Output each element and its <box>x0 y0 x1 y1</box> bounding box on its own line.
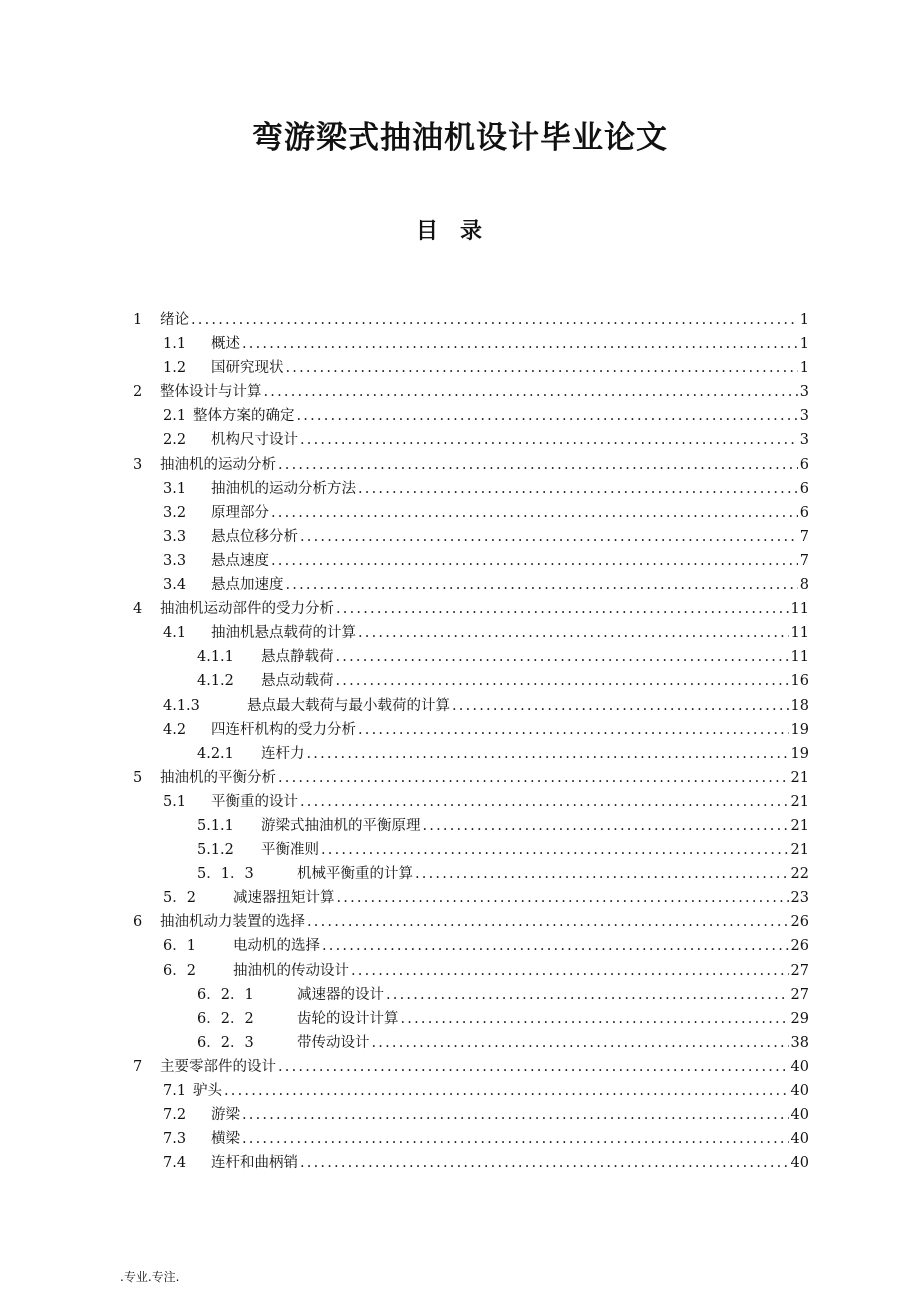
document-title: 弯游梁式抽油机设计毕业论文 <box>252 120 668 156</box>
toc-entry[interactable] <box>133 404 809 428</box>
toc-entry-page: 40 <box>790 1083 809 1099</box>
toc-entry-page: 40 <box>790 1058 809 1075</box>
toc-entry[interactable] <box>133 1103 809 1127</box>
toc-entry-title: 绪论 <box>160 312 189 328</box>
toc-entry-page: 7 <box>799 552 809 569</box>
toc-entry-number: 7.3 <box>163 1131 187 1148</box>
toc-entry-page: 18 <box>790 697 809 714</box>
toc-entry-title: 连杆力 <box>261 745 305 762</box>
toc-entry-page: 40 <box>790 1107 809 1124</box>
toc-entry-page: 1 <box>799 312 809 328</box>
dot-leader <box>358 481 798 497</box>
toc-entry-page: 6 <box>799 480 809 497</box>
dot-leader <box>271 553 798 569</box>
dot-leader <box>300 794 789 810</box>
toc-entry-number: 4.1 <box>163 625 187 642</box>
toc-entry-page: 40 <box>790 1131 809 1148</box>
toc-entry-page: 6 <box>799 456 809 473</box>
toc-entry-title: 悬点最大载荷与最小载荷的计算 <box>247 697 450 714</box>
toc-entry-number: 7 <box>133 1058 143 1075</box>
toc-entry-title: 整体设计与计算 <box>160 384 262 401</box>
toc-entry-number: 5.1.1 <box>197 817 234 834</box>
dot-leader <box>386 987 789 1003</box>
toc-entry-number: 5 <box>133 769 143 786</box>
toc-entry-title: 游梁 <box>211 1107 240 1124</box>
toc-entry-number: 5．1．3 <box>197 866 254 883</box>
dot-leader <box>307 914 789 930</box>
toc-entry-title: 国研究现状 <box>211 360 284 377</box>
dot-leader <box>286 577 798 593</box>
dot-leader <box>224 1083 789 1099</box>
dot-leader <box>336 673 789 689</box>
toc-entry-number: 7.4 <box>163 1155 187 1172</box>
dot-leader <box>415 866 789 882</box>
toc-entry-title: 驴头 <box>193 1083 222 1099</box>
toc-entry-title: 悬点静载荷 <box>261 649 334 666</box>
toc-entry-number: 4 <box>133 601 143 618</box>
toc-entry-title: 整体方案的确定 <box>193 408 295 425</box>
toc-entry-page: 23 <box>790 890 809 907</box>
dot-leader <box>242 1131 789 1147</box>
dot-leader <box>401 1011 789 1027</box>
dot-leader <box>300 432 798 448</box>
toc-entry-number: 7.2 <box>163 1107 187 1124</box>
toc-entry-title: 连杆和曲柄销 <box>211 1155 298 1172</box>
toc-entry-number: 2.1 <box>163 408 187 425</box>
toc-entry-page: 6 <box>799 504 809 521</box>
toc-entry-number: 6．1 <box>163 938 196 955</box>
toc-entry-page: 3 <box>799 408 809 425</box>
toc-entry-number: 6．2．1 <box>197 986 254 1003</box>
toc-entry-title: 电动机的选择 <box>233 938 320 955</box>
toc-entry-number: 3.3 <box>163 552 187 569</box>
toc-entry-page: 38 <box>790 1034 809 1051</box>
toc-entry-number: 3.4 <box>163 577 187 594</box>
toc-entry-number: 3.3 <box>163 528 187 545</box>
toc-heading: 目录 <box>415 218 504 244</box>
dot-leader <box>322 938 789 954</box>
toc-entry-number: 6．2．2 <box>197 1010 254 1027</box>
toc-entry-title: 抽油机的运动分析 <box>160 456 276 473</box>
toc-entry[interactable] <box>133 669 809 693</box>
toc-entry-number: 6．2．3 <box>197 1034 254 1051</box>
toc-entry[interactable] <box>133 549 809 573</box>
toc-entry[interactable] <box>133 983 809 1007</box>
toc-entry[interactable] <box>133 742 809 766</box>
dot-leader <box>337 890 789 906</box>
toc-entry-number: 1 <box>133 312 143 328</box>
toc-entry-number: 4.2 <box>163 721 187 738</box>
toc-entry[interactable] <box>133 597 809 621</box>
toc-entry-number: 5.1.2 <box>197 842 234 859</box>
toc-entry-title: 悬点位移分析 <box>211 528 298 545</box>
toc-entry[interactable] <box>133 862 809 886</box>
dot-leader <box>358 625 789 641</box>
toc-entry[interactable] <box>133 501 809 525</box>
toc-entry[interactable] <box>133 838 809 862</box>
toc-entry-page: 8 <box>799 577 809 594</box>
toc-entry[interactable] <box>133 934 809 958</box>
dot-leader <box>191 312 798 328</box>
toc-entry-title: 抽油机悬点载荷的计算 <box>211 625 356 642</box>
toc-entry-title: 平衡重的设计 <box>211 793 298 810</box>
toc-entry-page: 11 <box>790 625 809 642</box>
dot-leader <box>452 698 789 714</box>
toc-entry[interactable] <box>133 959 809 983</box>
toc-entry[interactable] <box>133 332 809 356</box>
dot-leader <box>264 384 798 400</box>
toc-entry-title: 减速器扭矩计算 <box>233 890 335 907</box>
toc-entry-page: 21 <box>790 793 809 810</box>
toc-entry-number: 5.1 <box>163 793 187 810</box>
dot-leader <box>271 505 798 521</box>
toc-entry-number: 6 <box>133 914 143 931</box>
toc-entry-title: 原理部分 <box>211 504 269 521</box>
toc-entry[interactable] <box>133 453 809 477</box>
toc-entry-number: 2 <box>133 384 143 401</box>
toc-entry-page: 22 <box>790 866 809 883</box>
dot-leader <box>358 722 789 738</box>
dot-leader <box>300 529 798 545</box>
toc-entry[interactable] <box>133 814 809 838</box>
dot-leader <box>336 601 789 617</box>
toc-entry-title: 齿轮的设计计算 <box>297 1010 399 1027</box>
dot-leader <box>286 360 798 376</box>
toc-entry-page: 29 <box>790 1010 809 1027</box>
toc-entry-number: 7.1 <box>163 1083 187 1099</box>
toc-entry[interactable] <box>133 428 809 452</box>
toc-entry-page: 11 <box>790 649 809 666</box>
dot-leader <box>242 336 798 352</box>
toc-entry-page: 3 <box>799 432 809 449</box>
toc-entry-page: 26 <box>790 914 809 931</box>
toc-entry-title: 抽油机的传动设计 <box>233 962 349 979</box>
toc-entry[interactable] <box>133 645 809 669</box>
toc-entry-page: 27 <box>790 986 809 1003</box>
dot-leader <box>278 1059 789 1075</box>
page-footer: .专业.专注. <box>120 1270 180 1284</box>
toc-entry-number: 3.1 <box>163 480 187 497</box>
toc-entry-number: 4.1.1 <box>197 649 234 666</box>
toc-entry-number: 5．2 <box>163 890 196 907</box>
toc-entry-page: 1 <box>799 360 809 377</box>
toc-entry-page: 21 <box>790 769 809 786</box>
dot-leader <box>336 649 789 665</box>
toc-entry-title: 主要零部件的设计 <box>160 1058 276 1075</box>
toc-entry-page: 7 <box>799 528 809 545</box>
toc-entry[interactable] <box>133 1127 809 1151</box>
toc-entry[interactable] <box>133 790 809 814</box>
toc-entry[interactable] <box>133 573 809 597</box>
toc-entry-title: 抽油机运动部件的受力分析 <box>160 601 334 618</box>
toc-entry[interactable] <box>133 1007 809 1031</box>
dot-leader <box>321 842 789 858</box>
toc-entry-number: 4.2.1 <box>197 745 234 762</box>
toc-entry-title: 游梁式抽油机的平衡原理 <box>261 817 421 834</box>
table-of-contents <box>133 308 809 1175</box>
toc-entry-title: 抽油机的运动分析方法 <box>211 480 356 497</box>
toc-entry-title: 概述 <box>211 336 240 353</box>
toc-entry-title: 四连杆机构的受力分析 <box>211 721 356 738</box>
toc-entry-number: 3.2 <box>163 504 187 521</box>
toc-entry[interactable] <box>133 1055 809 1079</box>
toc-entry-page: 19 <box>790 721 809 738</box>
toc-entry[interactable] <box>133 1079 809 1103</box>
toc-entry[interactable] <box>133 308 809 332</box>
toc-entry-page: 16 <box>790 673 809 690</box>
toc-entry[interactable] <box>133 910 809 934</box>
toc-entry-title: 减速器的设计 <box>297 986 384 1003</box>
dot-leader <box>278 770 789 786</box>
toc-entry-number: 1.1 <box>163 336 187 353</box>
toc-entry-number: 4.1.3 <box>163 697 200 714</box>
toc-entry-page: 26 <box>790 938 809 955</box>
toc-entry-title: 悬点动载荷 <box>261 673 334 690</box>
toc-entry[interactable] <box>133 694 809 718</box>
toc-entry[interactable] <box>133 1151 809 1175</box>
toc-entry-number: 1.2 <box>163 360 187 377</box>
toc-entry-number: 3 <box>133 456 143 473</box>
toc-entry-page: 11 <box>790 601 809 618</box>
toc-entry-title: 抽油机的平衡分析 <box>160 769 276 786</box>
toc-entry-title: 抽油机动力装置的选择 <box>160 914 305 931</box>
toc-entry[interactable] <box>133 380 809 404</box>
toc-entry-page: 21 <box>790 842 809 859</box>
toc-entry-number: 6．2 <box>163 962 196 979</box>
dot-leader <box>372 1035 789 1051</box>
toc-entry-page: 1 <box>799 336 809 353</box>
toc-entry-number: 4.1.2 <box>197 673 234 690</box>
toc-entry-page: 3 <box>799 384 809 401</box>
toc-entry-title: 机械平衡重的计算 <box>297 866 413 883</box>
toc-entry[interactable] <box>133 766 809 790</box>
dot-leader <box>300 1155 789 1171</box>
dot-leader <box>242 1107 789 1123</box>
toc-entry-page: 27 <box>790 962 809 979</box>
toc-entry-page: 19 <box>790 745 809 762</box>
toc-entry-title: 带传动设计 <box>297 1034 370 1051</box>
toc-entry[interactable] <box>133 621 809 645</box>
toc-entry[interactable] <box>133 356 809 380</box>
toc-entry-title: 机构尺寸设计 <box>211 432 298 449</box>
dot-leader <box>351 963 789 979</box>
toc-entry-page: 40 <box>790 1155 809 1172</box>
dot-leader <box>297 408 798 424</box>
toc-entry-title: 悬点速度 <box>211 552 269 569</box>
dot-leader <box>423 818 789 834</box>
dot-leader <box>307 746 789 762</box>
toc-entry[interactable] <box>133 1031 809 1055</box>
toc-entry-page: 21 <box>790 817 809 834</box>
toc-entry-title: 横梁 <box>211 1131 240 1148</box>
toc-entry-title: 平衡准则 <box>261 842 319 859</box>
toc-entry-number: 2.2 <box>163 432 187 449</box>
dot-leader <box>278 457 798 473</box>
toc-entry[interactable] <box>133 718 809 742</box>
toc-entry[interactable] <box>133 477 809 501</box>
toc-entry-title: 悬点加速度 <box>211 577 284 594</box>
toc-entry[interactable] <box>133 886 809 910</box>
toc-entry[interactable] <box>133 525 809 549</box>
